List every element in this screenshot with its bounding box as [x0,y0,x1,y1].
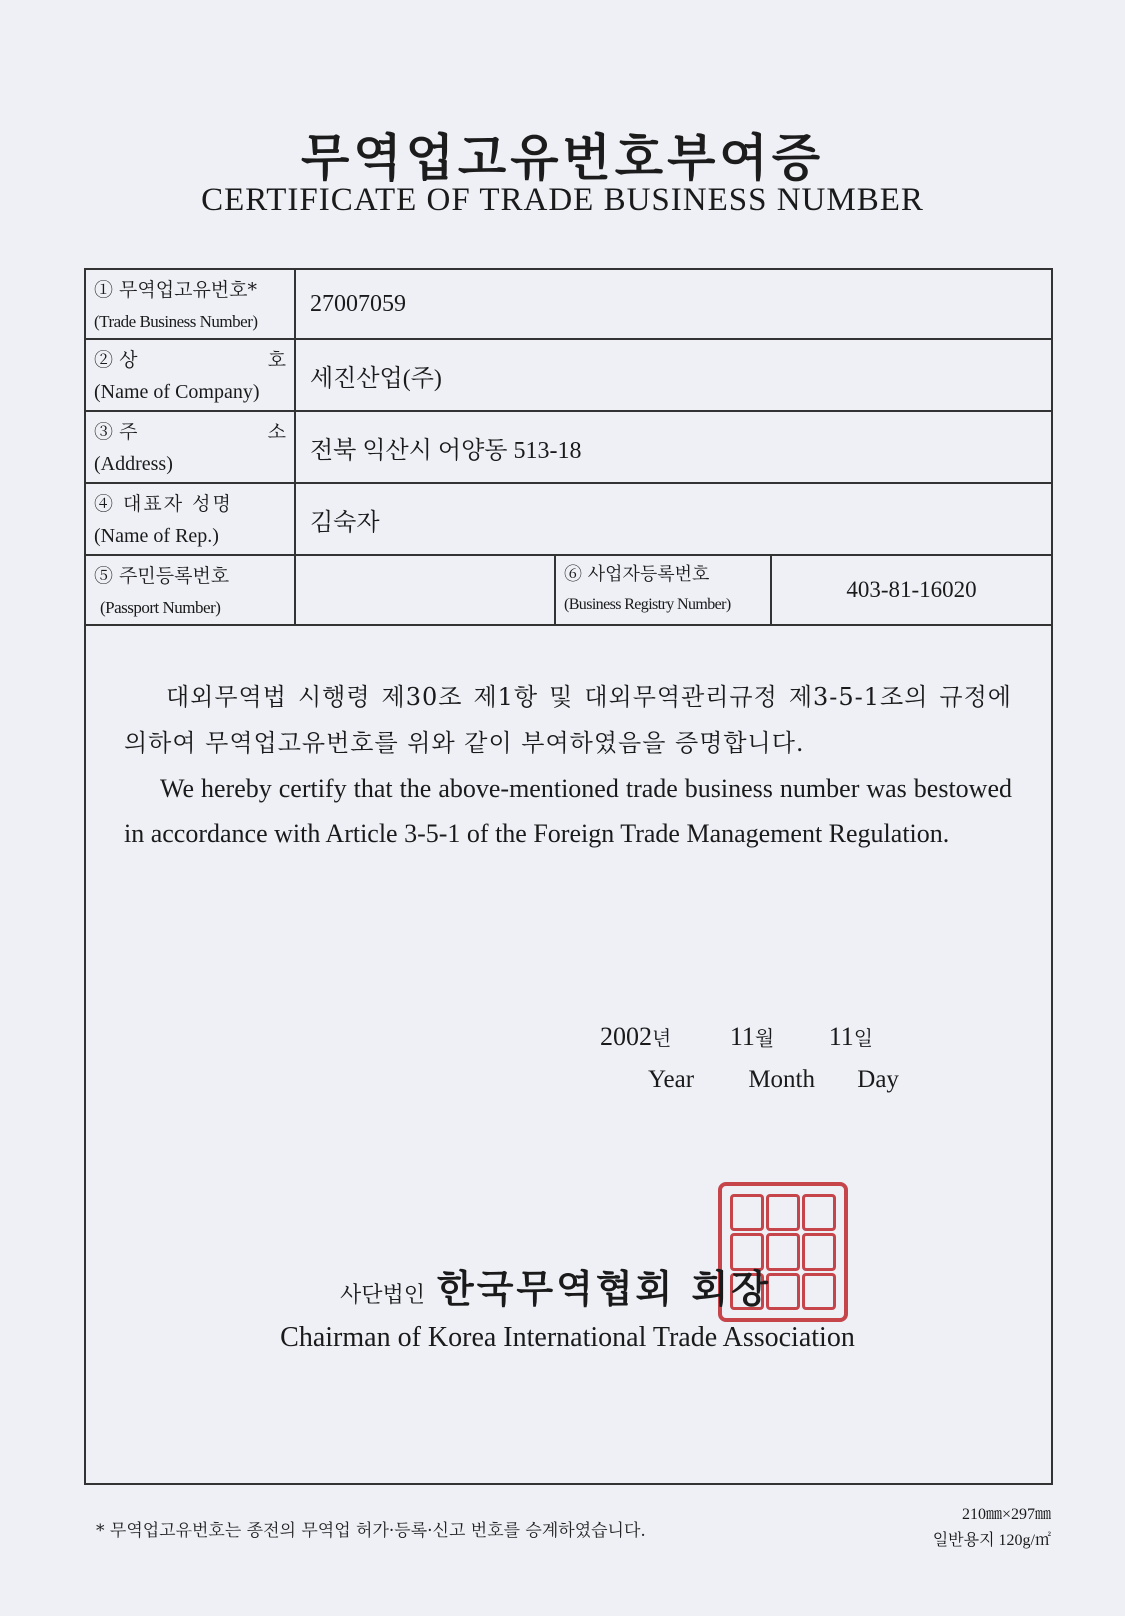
certification-text-english: We hereby certify that the above-mentioned trade business number was bestowed in accordance with Article 3-5-1 of the Foreign Trade Management Regulation. [124,774,1012,848]
address-value: 전북 익산시 어양동 513-18 [310,437,582,464]
date-day: 11 [828,1022,854,1051]
date-month: 11 [729,1022,755,1051]
certification-text-korean: 대외무역법 시행령 제30조 제1항 및 대외무역관리규정 제3-5-1조의 규정에 의하여 무역업고유번호를 위와 같이 부여하였음을 증명합니다. [124,683,1012,757]
paper-type: 일반용지 120g/㎡ [932,1532,1051,1549]
company-name-value: 세진산업(주) [310,365,442,392]
month-label: Month [748,1066,816,1093]
field-label [86,484,296,554]
issuer [340,1258,771,1313]
date-day-unit: 일 [853,1028,874,1050]
paper-specification [933,1502,1051,1554]
trade-business-number-value: 27007059 [310,290,406,317]
business-registry-number-value: 403-81-16020 [846,577,977,602]
footnote: * 무역업고유번호는 종전의 무역업 허가·등록·신고 번호를 승계하였습니다. [96,1521,646,1541]
field-label-english: (Business Registry Number) [564,596,731,613]
field-label-english: (Name of Rep.) [94,525,219,547]
field-row-address [86,412,1051,484]
field-label [86,412,296,482]
issuer-name-english: Chairman of Korea International Trade Association [280,1322,855,1353]
field-label [86,270,296,338]
document-title-korean: 무역업고유번호부여증 [301,128,824,187]
day-label: Day [857,1066,899,1093]
field-number: ③ 주 [94,421,138,443]
field-row-trade-number [86,270,1051,340]
issuer-prefix: 사단법인 [340,1283,426,1308]
field-label-korean: ⑥ 사업자등록번호 [564,564,710,585]
field-label-english: (Name of Company) [94,381,260,403]
field-number: ② 상 [94,349,138,371]
date-month-unit: 월 [754,1028,775,1050]
date-labels [648,1066,899,1094]
passport-number-label [86,556,296,624]
date-year: 2002 [600,1022,652,1051]
field-label-korean: ① 무역업고유번호* [94,279,258,301]
date-year-unit: 년 [652,1028,672,1050]
field-label-korean-end: 호 [267,349,286,371]
field-label-english: (Address) [94,453,173,475]
year-label: Year [648,1066,695,1093]
document-title-english: CERTIFICATE OF TRADE BUSINESS NUMBER [201,182,924,218]
passport-number-value [296,556,556,624]
field-label-english: (Passport Number) [100,598,221,617]
paper-size: 210㎜×297㎜ [961,1506,1051,1523]
issuer-name-korean: 한국무역협회 회장 [437,1266,771,1311]
field-label-korean: ④ 대표자 성명 [94,493,233,515]
field-label-korean: ⑤ 주민등록번호 [94,565,230,587]
field-row-company-name [86,340,1051,412]
field-row-representative [86,484,1051,556]
field-label-english: (Trade Business Number) [94,312,258,331]
representative-name-value: 김숙자 [310,509,380,536]
field-label [86,340,296,410]
business-registry-label [556,556,772,624]
issue-date [600,1022,873,1052]
field-row-registration-numbers [86,556,1051,626]
field-label-korean-end: 소 [267,421,286,443]
